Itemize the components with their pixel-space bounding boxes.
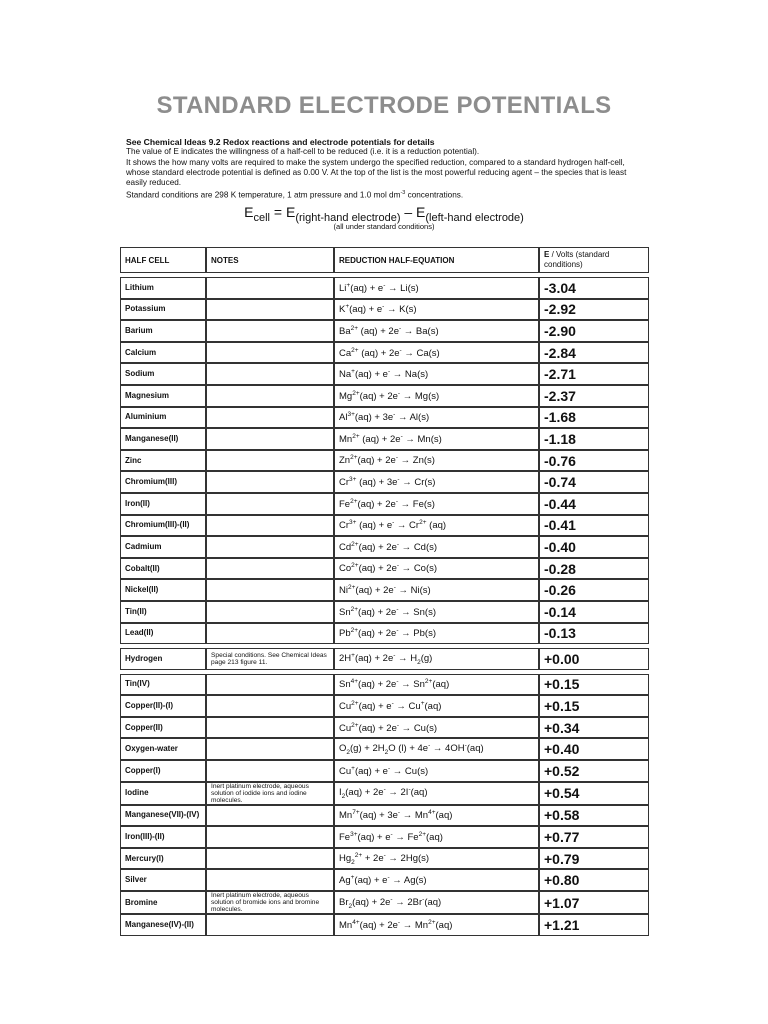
half-cell-name: Iodine (120, 782, 206, 805)
intro-line-1: The value of E indicates the willingness of a half-cell to be reduced (i.e. it is a reduction potential). (126, 147, 480, 157)
reduction-equation: $Pb^{2+}(aq) + 2e^- \to Pb(s)$ (334, 623, 539, 645)
half-cell-name: Copper(I) (120, 760, 206, 782)
electrode-potential-value: +1.21 (539, 914, 649, 936)
table-row (120, 623, 649, 645)
half-cell-name: Manganese(IV)-(II) (120, 914, 206, 936)
table-body (120, 277, 649, 936)
table-row (120, 471, 649, 493)
table-row (120, 805, 649, 827)
notes-cell (206, 601, 334, 623)
electrode-potential-value: -0.28 (539, 558, 649, 580)
reduction-equation: $Fe^{2+}(aq) + 2e^- \to Fe(s)$ (334, 493, 539, 515)
cell-potential-formula: $E_{cell} = E_{(right-hand electrode)} - E_{(left-hand electrode)}$ (244, 204, 524, 224)
half-cell-name: Zinc (120, 450, 206, 472)
notes-cell (206, 536, 334, 558)
reduction-equation: $Sn^{2+}(aq) + 2e^- \to Sn(s)$ (334, 601, 539, 623)
half-cell-name: Mercury(I) (120, 848, 206, 870)
notes-cell (206, 558, 334, 580)
header-e-volts: E / Volts (standard conditions) (539, 247, 649, 273)
electrode-potential-value: +0.77 (539, 826, 649, 848)
electrode-potential-value: -0.40 (539, 536, 649, 558)
reduction-equation: Cu+(aq) + e- → Cu(s) (334, 760, 539, 782)
half-cell-name: Cadmium (120, 536, 206, 558)
half-cell-name: Cobalt(II) (120, 558, 206, 580)
intro-text (126, 137, 646, 202)
reduction-equation: $Sn^{4+}(aq) + 2e^- \to Sn^{2+}(aq)$ (334, 674, 539, 696)
intro-heading: See Chemical Ideas 9.2 Redox reactions and electrode potentials for details (126, 137, 435, 147)
notes-cell (206, 848, 334, 870)
notes-cell (206, 760, 334, 782)
reduction-equation: $Mg^{2+}(aq) + 2e^- \to Mg(s)$ (334, 385, 539, 407)
table-row (120, 363, 649, 385)
electrode-potential-value: +0.15 (539, 674, 649, 696)
header-equation: REDUCTION HALF-EQUATION (334, 247, 539, 273)
notes-cell (206, 385, 334, 407)
half-cell-name: Hydrogen (120, 648, 206, 670)
notes-cell (206, 428, 334, 450)
half-cell-name: Tin(IV) (120, 674, 206, 696)
electrode-potential-value: +0.34 (539, 717, 649, 739)
reduction-equation: Li+(aq) + e- → Li(s) (334, 277, 539, 299)
table-row (120, 648, 649, 670)
electrode-potential-value: +0.00 (539, 648, 649, 670)
electrode-potential-value: +0.40 (539, 738, 649, 760)
reduction-equation: $Ba^{2+}$ (aq) + 2e- → Ba(s) (334, 320, 539, 342)
notes-cell (206, 450, 334, 472)
notes-cell (206, 805, 334, 827)
notes-cell (206, 579, 334, 601)
half-cell-name: Manganese(VII)-(IV) (120, 805, 206, 827)
notes-cell (206, 869, 334, 891)
half-cell-name: Lead(II) (120, 623, 206, 645)
table-row (120, 826, 649, 848)
reduction-equation: $Mn^{2+}$ (aq) + 2e- → Mn(s) (334, 428, 539, 450)
notes-cell (206, 342, 334, 364)
table-row (120, 760, 649, 782)
table-row (120, 407, 649, 429)
electrode-potential-value: -0.44 (539, 493, 649, 515)
reduction-equation: $Hg_2^{2+} + 2e^- \to 2Hg(s)$ (334, 848, 539, 870)
half-cell-name: Chromium(III)-(II) (120, 515, 206, 537)
half-cell-name: Copper(II) (120, 717, 206, 739)
reduction-equation: $Ni^{2+}(aq) + 2e^- \to Ni(s)$ (334, 579, 539, 601)
half-cell-name: Potassium (120, 299, 206, 321)
table-row (120, 891, 649, 914)
reduction-equation: K+(aq) + e- → K(s) (334, 299, 539, 321)
electrode-potential-value: +0.54 (539, 782, 649, 805)
half-cell-name: Tin(II) (120, 601, 206, 623)
electrode-potential-value: -0.76 (539, 450, 649, 472)
electrode-potential-value: -2.90 (539, 320, 649, 342)
electrode-potential-value: -3.04 (539, 277, 649, 299)
half-cell-name: Bromine (120, 891, 206, 914)
reduction-equation: $Al^{3+}(aq) + 3e^- \to Al(s)$ (334, 407, 539, 429)
notes-cell (206, 363, 334, 385)
electrode-potential-value: -0.41 (539, 515, 649, 537)
reduction-equation: $Mn^{7+}(aq) + 3e^- \to Mn^{4+}(aq)$ (334, 805, 539, 827)
reduction-equation: $Ca^{2+}$ (aq) + 2e- → Ca(s) (334, 342, 539, 364)
electrode-potential-value: -2.92 (539, 299, 649, 321)
reduction-equation: $Cd^{2+}(aq) + 2e^- \to Cd(s)$ (334, 536, 539, 558)
reduction-equation: $Zn^{2+}(aq) + 2e^- \to Zn(s)$ (334, 450, 539, 472)
electrode-potential-value: -0.13 (539, 623, 649, 645)
reduction-equation: $Mn^{4+}(aq) + 2e^- \to Mn^{2+}(aq)$ (334, 914, 539, 936)
table-row (120, 450, 649, 472)
notes-cell (206, 493, 334, 515)
table-row (120, 782, 649, 805)
notes-cell (206, 471, 334, 493)
notes-cell: Special conditions. See Chemical Ideas page 213 figure 11. (206, 648, 334, 670)
electrode-potential-value: +0.79 (539, 848, 649, 870)
notes-cell (206, 695, 334, 717)
table-row (120, 601, 649, 623)
table-row (120, 277, 649, 299)
electrode-potential-value: -2.84 (539, 342, 649, 364)
page-title: STANDARD ELECTRODE POTENTIALS (156, 92, 612, 119)
half-cell-name: Lithium (120, 277, 206, 299)
electrode-potential-value: +1.07 (539, 891, 649, 914)
intro-line-2: It shows the how many volts are required to make the system undergo the specified reduction, compared to a standard hydrogen half-cell, whose standard electrode potential is defined as 0.00 V. At the top of the list is the most powerful reducing agent – the species that is least easily reduced. (126, 157, 627, 188)
half-cell-name: Chromium(III) (120, 471, 206, 493)
table-row (120, 717, 649, 739)
half-cell-name: Barium (120, 320, 206, 342)
half-cell-name: Magnesium (120, 385, 206, 407)
electrode-potential-value: -2.37 (539, 385, 649, 407)
reduction-equation: $Br_2(aq) + 2e^- \to 2Br^-(aq)$ (334, 891, 539, 914)
half-cell-name: Calcium (120, 342, 206, 364)
notes-cell (206, 914, 334, 936)
table-row (120, 428, 649, 450)
reduction-equation: Ag+(aq) + e- → Ag(s) (334, 869, 539, 891)
notes-cell (206, 826, 334, 848)
table-row (120, 914, 649, 936)
table-row (120, 320, 649, 342)
table-row (120, 738, 649, 760)
formula-note: (all under standard conditions) (333, 222, 435, 231)
table-row (120, 848, 649, 870)
electrode-potential-value: +0.58 (539, 805, 649, 827)
reduction-equation: $O_2(g) + 2H_2O$ (l) + 4e- → 4OH-(aq) (334, 738, 539, 760)
electrode-potentials-table (120, 247, 649, 936)
table-row (120, 674, 649, 696)
table-row (120, 869, 649, 891)
notes-cell: Inert platinum electrode, aqueous solution of bromide ions and bromine molecules. (206, 891, 334, 914)
reduction-equation: $Cu^{2+}(aq) + e^- \to Cu^+(aq)$ (334, 695, 539, 717)
notes-cell (206, 717, 334, 739)
header-notes: NOTES (206, 247, 334, 273)
electrode-potential-value: -1.18 (539, 428, 649, 450)
half-cell-name: Oxygen-water (120, 738, 206, 760)
notes-cell (206, 738, 334, 760)
electrode-potential-value: +0.15 (539, 695, 649, 717)
half-cell-name: Iron(III)-(II) (120, 826, 206, 848)
electrode-potential-value: +0.80 (539, 869, 649, 891)
table-row (120, 385, 649, 407)
electrode-potential-value: -0.26 (539, 579, 649, 601)
table-row (120, 558, 649, 580)
table-row (120, 579, 649, 601)
table-row (120, 536, 649, 558)
reduction-equation: $Fe^{3+}(aq) + e^- \to Fe^{2+}(aq)$ (334, 826, 539, 848)
notes-cell (206, 407, 334, 429)
reduction-equation: $I_2(aq) + 2e^- \to 2I^-(aq)$ (334, 782, 539, 805)
notes-cell (206, 299, 334, 321)
electrode-potential-value: +0.52 (539, 760, 649, 782)
table-row (120, 695, 649, 717)
notes-cell (206, 623, 334, 645)
table-row (120, 299, 649, 321)
half-cell-name: Nickel(II) (120, 579, 206, 601)
table-header-row (120, 247, 649, 273)
electrode-potential-value: -2.71 (539, 363, 649, 385)
electrode-potential-value: -1.68 (539, 407, 649, 429)
electrode-potential-value: -0.14 (539, 601, 649, 623)
reduction-equation: $Cr^{3+}$ $(aq) + e^- \to Cr^{2+}$ (aq) (334, 515, 539, 537)
notes-cell: Inert platinum electrode, aqueous solution of iodide ions and iodine molecules. (206, 782, 334, 805)
half-cell-name: Silver (120, 869, 206, 891)
electrode-potential-value: -0.74 (539, 471, 649, 493)
intro-line-3: Standard conditions are 298 K temperature, 1 atm pressure and 1.0 mol $dm^{-3}$ concentrations. (126, 190, 464, 201)
notes-cell (206, 277, 334, 299)
half-cell-name: Iron(II) (120, 493, 206, 515)
table-row (120, 493, 649, 515)
table-row (120, 515, 649, 537)
notes-cell (206, 515, 334, 537)
half-cell-name: Manganese(II) (120, 428, 206, 450)
reduction-equation: Na+(aq) + e- → Na(s) (334, 363, 539, 385)
reduction-equation: $2H^+(aq) + 2e^- \to H_2(g)$ (334, 648, 539, 670)
reduction-equation: $Cu^{2+}(aq) + 2e^- \to Cu(s)$ (334, 717, 539, 739)
reduction-equation: $Co^{2+}(aq) + 2e^- \to Co(s)$ (334, 558, 539, 580)
half-cell-name: Sodium (120, 363, 206, 385)
header-half-cell: HALF CELL (120, 247, 206, 273)
reduction-equation: $Cr^{3+}$ (aq) + 3e- → Cr(s) (334, 471, 539, 493)
notes-cell (206, 320, 334, 342)
table-row (120, 342, 649, 364)
half-cell-name: Aluminium (120, 407, 206, 429)
half-cell-name: Copper(II)-(I) (120, 695, 206, 717)
notes-cell (206, 674, 334, 696)
